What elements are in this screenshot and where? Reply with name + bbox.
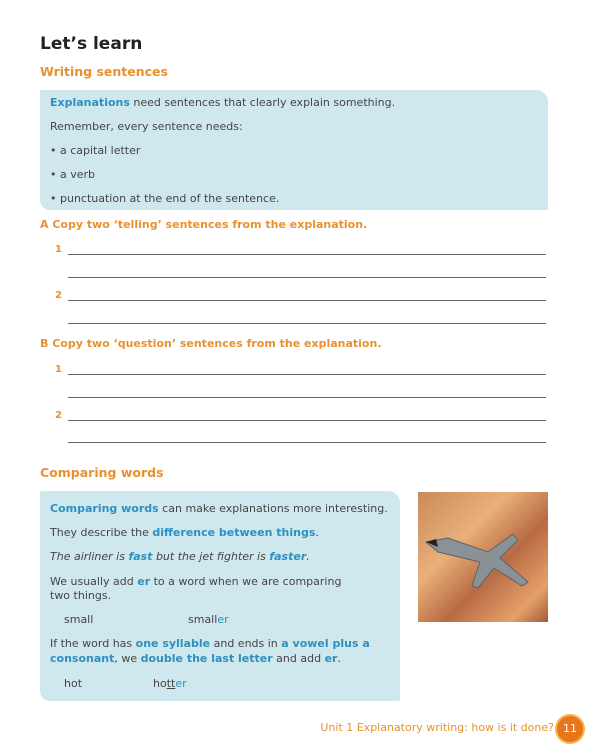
text: .: [337, 652, 341, 665]
keyword: one syllable: [135, 637, 211, 650]
answer-line[interactable]: [68, 300, 546, 301]
keyword: Explanations: [50, 96, 130, 109]
text: If the word has: [50, 637, 136, 650]
answer-line[interactable]: [68, 374, 546, 375]
explanation-box: [40, 90, 548, 210]
text: The airliner is: [50, 550, 129, 563]
example-word: hot: [64, 677, 83, 690]
box-line: [50, 575, 341, 589]
box-line: [50, 637, 370, 651]
suffix: er: [217, 613, 229, 626]
keyword: er: [324, 652, 338, 665]
keyword: fast: [128, 550, 153, 563]
text: small: [188, 613, 218, 626]
example-word: small: [64, 613, 94, 626]
keyword: consonant: [50, 652, 115, 665]
example-word: [188, 613, 229, 627]
bullet-item: • punctuation at the end of the sentence.: [50, 192, 280, 205]
text: to a word when we are comparing: [150, 575, 342, 588]
page-number: 11: [555, 714, 585, 744]
jet-icon: [418, 492, 548, 622]
answer-line[interactable]: [68, 254, 546, 255]
section-heading-comparing-words: Comparing words: [40, 465, 164, 480]
text: and ends in: [210, 637, 282, 650]
bullet-item: • a verb: [50, 168, 96, 181]
text: .: [306, 550, 310, 563]
box-line: [50, 526, 319, 540]
box-line: [50, 96, 395, 110]
question-b: B Copy two ‘question’ sentences from the explanation.: [40, 337, 382, 350]
text: They describe the: [50, 526, 153, 539]
footer-unit-title: Unit 1 Explanatory writing: how is it done?: [320, 721, 554, 734]
box-line: Remember, every sentence needs:: [50, 120, 243, 133]
answer-number: 1: [55, 244, 62, 255]
doubled-letters: tt: [166, 677, 176, 690]
box-line: [50, 652, 341, 666]
box-line: [50, 502, 388, 516]
answer-line[interactable]: [68, 323, 546, 324]
text: .: [315, 526, 319, 539]
answer-line[interactable]: [68, 397, 546, 398]
answer-line[interactable]: [68, 442, 546, 443]
text: and add: [272, 652, 325, 665]
bullet-item: • a capital letter: [50, 144, 141, 157]
page-title: Let’s learn: [40, 34, 143, 54]
example-sentence: [50, 550, 310, 564]
answer-number: 2: [55, 290, 62, 301]
text: We usually add: [50, 575, 138, 588]
answer-line[interactable]: [68, 277, 546, 278]
jet-fighter-photo: [418, 492, 548, 622]
keyword: Comparing words: [50, 502, 159, 515]
text: , we: [114, 652, 141, 665]
example-word: [153, 677, 187, 691]
question-a: A Copy two ‘telling’ sentences from the explanation.: [40, 218, 368, 231]
suffix: er: [175, 677, 187, 690]
keyword: faster: [269, 550, 307, 563]
keyword: a vowel plus a: [281, 637, 370, 650]
section-heading-writing-sentences: Writing sentences: [40, 64, 168, 79]
text: can make explanations more interesting.: [158, 502, 388, 515]
keyword: er: [137, 575, 151, 588]
comparing-box: [40, 491, 400, 701]
text: ho: [153, 677, 167, 690]
keyword: double the last letter: [140, 652, 273, 665]
text: but the jet fighter is: [152, 550, 270, 563]
answer-number: 1: [55, 364, 62, 375]
text: need sentences that clearly explain something.: [129, 96, 396, 109]
answer-number: 2: [55, 410, 62, 421]
answer-line[interactable]: [68, 420, 546, 421]
box-line: two things.: [50, 589, 112, 602]
keyword: difference between things: [152, 526, 316, 539]
